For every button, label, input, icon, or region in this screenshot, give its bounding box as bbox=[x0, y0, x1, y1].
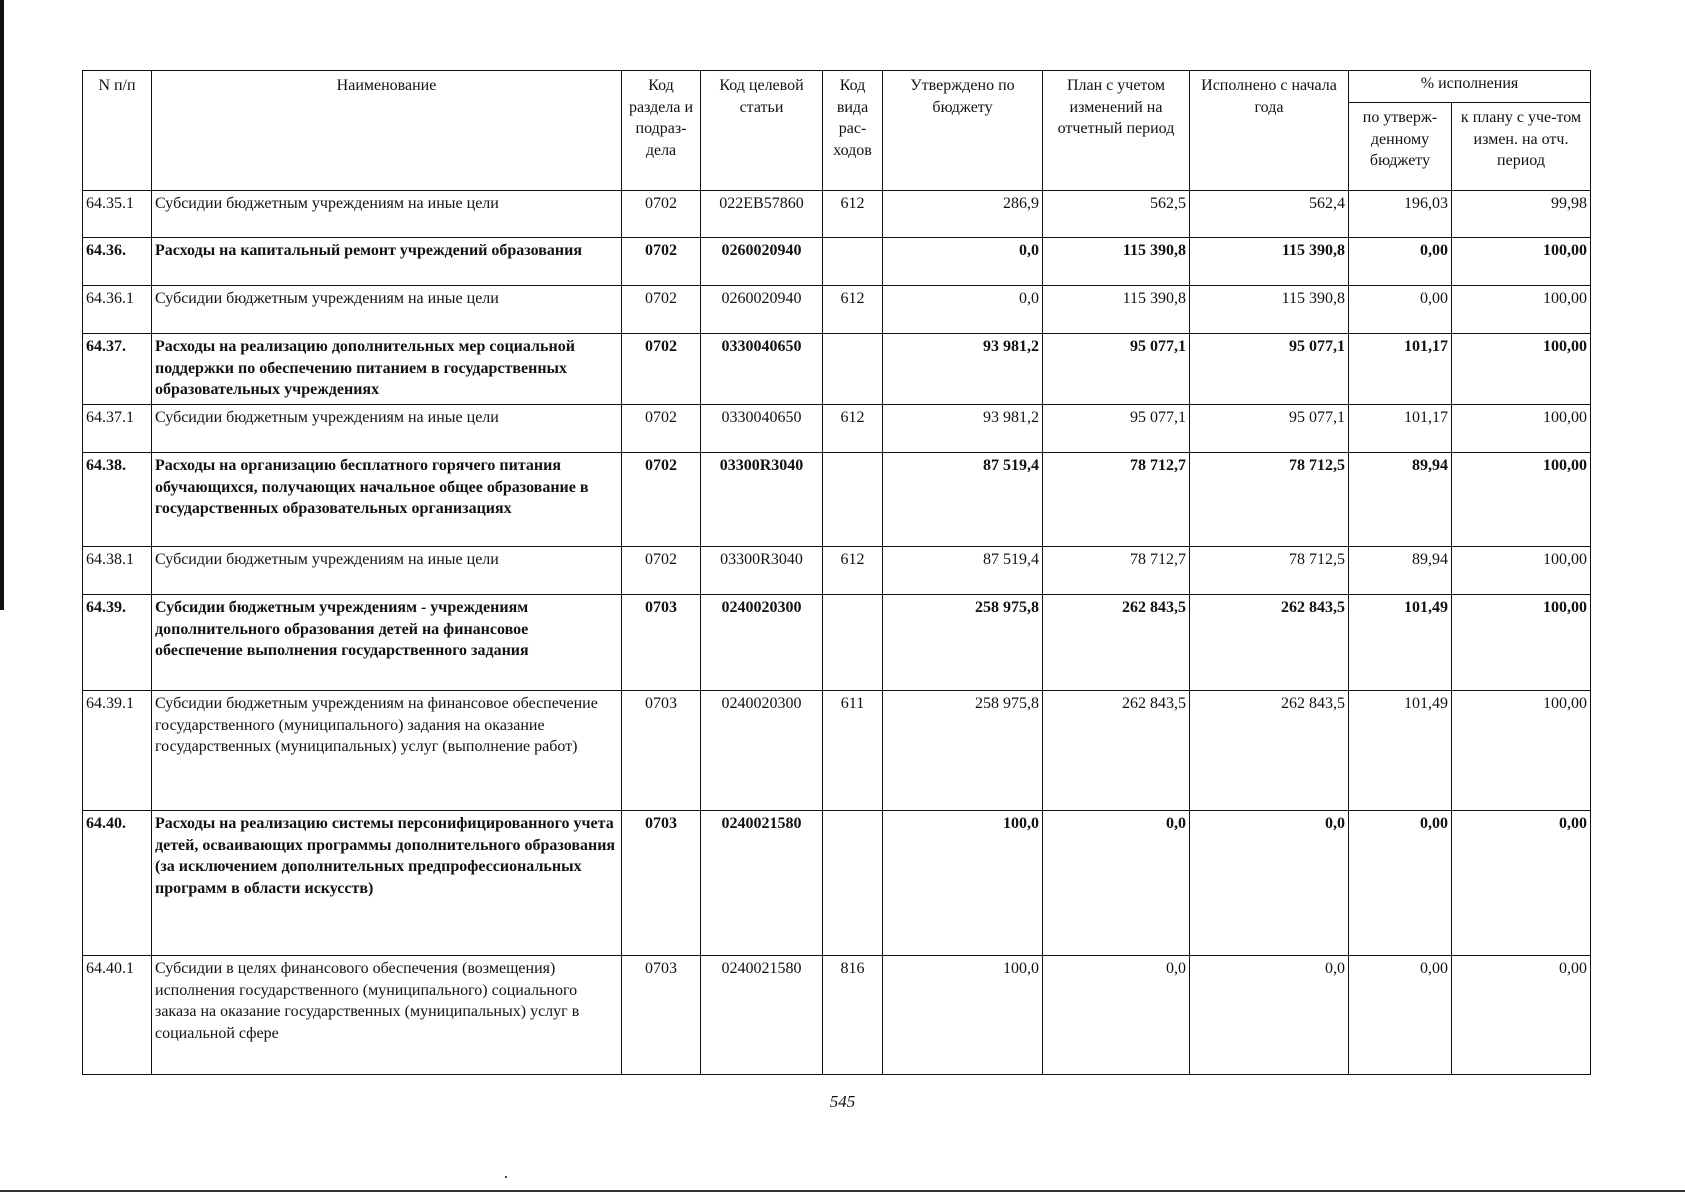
percent-of-budget: 101,49 bbox=[1349, 595, 1452, 691]
target-code: 0330040650 bbox=[701, 405, 823, 453]
approved-amount: 100,0 bbox=[883, 811, 1043, 956]
table-row bbox=[83, 547, 1591, 595]
plan-amount: 562,5 bbox=[1043, 191, 1190, 238]
approved-amount: 258 975,8 bbox=[883, 691, 1043, 811]
section-code: 0702 bbox=[622, 286, 701, 334]
percent-of-budget: 89,94 bbox=[1349, 453, 1452, 547]
percent-of-plan: 100,00 bbox=[1452, 547, 1591, 595]
percent-of-budget: 101,17 bbox=[1349, 405, 1452, 453]
percent-of-budget: 0,00 bbox=[1349, 811, 1452, 956]
executed-amount: 115 390,8 bbox=[1190, 238, 1349, 286]
row-number: 64.38. bbox=[83, 453, 152, 547]
percent-of-plan: 100,00 bbox=[1452, 595, 1591, 691]
kind-code: 612 bbox=[823, 286, 883, 334]
table-row bbox=[83, 595, 1591, 691]
section-code: 0702 bbox=[622, 453, 701, 547]
target-code: 03300R3040 bbox=[701, 453, 823, 547]
row-name: Расходы на организацию бесплатного горячего питания обучающихся, получающих начальное общее образование в государственных образовательных организациях bbox=[152, 453, 622, 547]
budget-execution-table bbox=[82, 70, 1591, 1075]
section-code: 0702 bbox=[622, 191, 701, 238]
percent-of-budget: 0,00 bbox=[1349, 956, 1452, 1075]
row-name: Расходы на капитальный ремонт учреждений образования bbox=[152, 238, 622, 286]
plan-amount: 95 077,1 bbox=[1043, 405, 1190, 453]
percent-of-plan: 100,00 bbox=[1452, 334, 1591, 405]
approved-amount: 93 981,2 bbox=[883, 405, 1043, 453]
approved-amount: 258 975,8 bbox=[883, 595, 1043, 691]
row-name: Субсидии бюджетным учреждениям на иные цели bbox=[152, 191, 622, 238]
percent-of-plan: 0,00 bbox=[1452, 956, 1591, 1075]
target-code: 0260020940 bbox=[701, 238, 823, 286]
approved-amount: 0,0 bbox=[883, 238, 1043, 286]
percent-of-budget: 196,03 bbox=[1349, 191, 1452, 238]
kind-code bbox=[823, 453, 883, 547]
kind-code bbox=[823, 595, 883, 691]
row-number: 64.35.1 bbox=[83, 191, 152, 238]
header-plan: План с учетом изменений на отчетный период bbox=[1043, 71, 1190, 191]
plan-amount: 115 390,8 bbox=[1043, 238, 1190, 286]
row-number: 64.40. bbox=[83, 811, 152, 956]
plan-amount: 262 843,5 bbox=[1043, 595, 1190, 691]
plan-amount: 0,0 bbox=[1043, 811, 1190, 956]
table-row bbox=[83, 334, 1591, 405]
row-name: Субсидии в целях финансового обеспечения (возмещения) исполнения государственного (муниципального) социального заказа на оказание государственных (муниципальных) услуг в социальной сфере bbox=[152, 956, 622, 1075]
scan-edge-left bbox=[0, 0, 4, 610]
row-number: 64.36.1 bbox=[83, 286, 152, 334]
row-name: Субсидии бюджетным учреждениям на иные цели bbox=[152, 405, 622, 453]
kind-code: 611 bbox=[823, 691, 883, 811]
percent-of-plan: 100,00 bbox=[1452, 453, 1591, 547]
percent-of-budget: 0,00 bbox=[1349, 238, 1452, 286]
approved-amount: 93 981,2 bbox=[883, 334, 1043, 405]
approved-amount: 100,0 bbox=[883, 956, 1043, 1075]
table-row bbox=[83, 691, 1591, 811]
executed-amount: 115 390,8 bbox=[1190, 286, 1349, 334]
section-code: 0702 bbox=[622, 334, 701, 405]
approved-amount: 0,0 bbox=[883, 286, 1043, 334]
percent-of-budget: 0,00 bbox=[1349, 286, 1452, 334]
percent-of-budget: 101,17 bbox=[1349, 334, 1452, 405]
page-number: 545 bbox=[829, 1092, 856, 1111]
kind-code bbox=[823, 334, 883, 405]
header-section-code: Код раздела и подраз-дела bbox=[622, 71, 701, 191]
row-number: 64.38.1 bbox=[83, 547, 152, 595]
executed-amount: 78 712,5 bbox=[1190, 547, 1349, 595]
percent-of-plan: 100,00 bbox=[1452, 238, 1591, 286]
header-target-code: Код целевой статьи bbox=[701, 71, 823, 191]
approved-amount: 87 519,4 bbox=[883, 547, 1043, 595]
header-percent-plan: к плану с уче-том измен. на отч. период bbox=[1452, 103, 1591, 191]
row-number: 64.37.1 bbox=[83, 405, 152, 453]
scan-edge-bottom bbox=[0, 1190, 1685, 1192]
kind-code: 612 bbox=[823, 191, 883, 238]
percent-of-budget: 101,49 bbox=[1349, 691, 1452, 811]
header-percent-budget: по утверж-денному бюджету bbox=[1349, 103, 1452, 191]
kind-code bbox=[823, 238, 883, 286]
target-code: 0330040650 bbox=[701, 334, 823, 405]
section-code: 0703 bbox=[622, 956, 701, 1075]
target-code: 0260020940 bbox=[701, 286, 823, 334]
table-row bbox=[83, 956, 1591, 1075]
header-executed: Исполнено с начала года bbox=[1190, 71, 1349, 191]
section-code: 0703 bbox=[622, 595, 701, 691]
executed-amount: 0,0 bbox=[1190, 811, 1349, 956]
section-code: 0703 bbox=[622, 811, 701, 956]
row-name: Субсидии бюджетным учреждениям на иные цели bbox=[152, 286, 622, 334]
plan-amount: 78 712,7 bbox=[1043, 547, 1190, 595]
plan-amount: 262 843,5 bbox=[1043, 691, 1190, 811]
section-code: 0703 bbox=[622, 691, 701, 811]
table-row bbox=[83, 238, 1591, 286]
row-name: Расходы на реализацию системы персонифицированного учета детей, осваивающих программы дополнительного образования (за исключением дополнительных предпрофессиональных программ в области искусств) bbox=[152, 811, 622, 956]
plan-amount: 95 077,1 bbox=[1043, 334, 1190, 405]
target-code: 022EB57860 bbox=[701, 191, 823, 238]
target-code: 0240021580 bbox=[701, 811, 823, 956]
executed-amount: 262 843,5 bbox=[1190, 595, 1349, 691]
table-row bbox=[83, 191, 1591, 238]
row-name: Субсидии бюджетным учреждениям - учреждениям дополнительного образования детей на финансовое обеспечение выполнения государственного задания bbox=[152, 595, 622, 691]
target-code: 0240020300 bbox=[701, 595, 823, 691]
executed-amount: 0,0 bbox=[1190, 956, 1349, 1075]
row-name: Субсидии бюджетным учреждениям на финансовое обеспечение государственного (муниципального) задания на оказание государственных (муниципальных) услуг (выполнение работ) bbox=[152, 691, 622, 811]
approved-amount: 87 519,4 bbox=[883, 453, 1043, 547]
table-row bbox=[83, 405, 1591, 453]
section-code: 0702 bbox=[622, 405, 701, 453]
percent-of-plan: 100,00 bbox=[1452, 286, 1591, 334]
header-name: Наименование bbox=[152, 71, 622, 191]
row-number: 64.40.1 bbox=[83, 956, 152, 1075]
executed-amount: 262 843,5 bbox=[1190, 691, 1349, 811]
row-number: 64.39. bbox=[83, 595, 152, 691]
row-number: 64.39.1 bbox=[83, 691, 152, 811]
target-code: 03300R3040 bbox=[701, 547, 823, 595]
target-code: 0240020300 bbox=[701, 691, 823, 811]
header-kind-code: Код вида рас-ходов bbox=[823, 71, 883, 191]
table-row bbox=[83, 286, 1591, 334]
percent-of-budget: 89,94 bbox=[1349, 547, 1452, 595]
table-row bbox=[83, 453, 1591, 547]
executed-amount: 95 077,1 bbox=[1190, 334, 1349, 405]
plan-amount: 0,0 bbox=[1043, 956, 1190, 1075]
kind-code bbox=[823, 811, 883, 956]
plan-amount: 115 390,8 bbox=[1043, 286, 1190, 334]
kind-code: 612 bbox=[823, 405, 883, 453]
percent-of-plan: 100,00 bbox=[1452, 691, 1591, 811]
row-name: Расходы на реализацию дополнительных мер социальной поддержки по обеспечению питанием в государственных образовательных учреждениях bbox=[152, 334, 622, 405]
row-number: 64.37. bbox=[83, 334, 152, 405]
approved-amount: 286,9 bbox=[883, 191, 1043, 238]
kind-code: 816 bbox=[823, 956, 883, 1075]
executed-amount: 562,4 bbox=[1190, 191, 1349, 238]
executed-amount: 95 077,1 bbox=[1190, 405, 1349, 453]
row-name: Субсидии бюджетным учреждениям на иные цели bbox=[152, 547, 622, 595]
section-code: 0702 bbox=[622, 238, 701, 286]
percent-of-plan: 100,00 bbox=[1452, 405, 1591, 453]
header-num: N п/п bbox=[83, 71, 152, 191]
percent-of-plan: 99,98 bbox=[1452, 191, 1591, 238]
percent-of-plan: 0,00 bbox=[1452, 811, 1591, 956]
header-percent-group: % исполнения bbox=[1349, 71, 1591, 103]
table-row bbox=[83, 811, 1591, 956]
plan-amount: 78 712,7 bbox=[1043, 453, 1190, 547]
scan-speck bbox=[505, 1176, 507, 1178]
kind-code: 612 bbox=[823, 547, 883, 595]
executed-amount: 78 712,5 bbox=[1190, 453, 1349, 547]
section-code: 0702 bbox=[622, 547, 701, 595]
target-code: 0240021580 bbox=[701, 956, 823, 1075]
header-approved: Утверждено по бюджету bbox=[883, 71, 1043, 191]
row-number: 64.36. bbox=[83, 238, 152, 286]
